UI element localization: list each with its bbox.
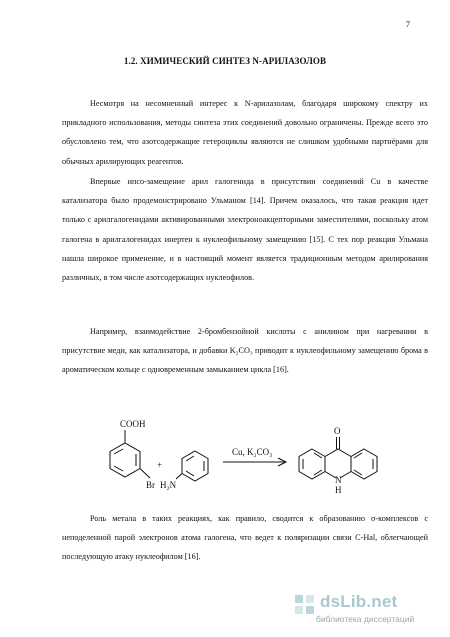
oxygen-label: O	[334, 426, 341, 436]
watermark-subtitle: библиотека диссертаций	[316, 614, 415, 624]
conditions-label: Cu, K₂CO₃	[232, 447, 273, 457]
br-label: Br	[146, 480, 155, 490]
section-title: 1.2. ХИМИЧЕСКИЙ СИНТЕЗ N-АРИЛАЗОЛОВ	[123, 56, 327, 66]
paragraph-intro	[62, 94, 428, 171]
acridone-central-ring-top	[325, 449, 351, 457]
acridone-central-ring-right	[340, 472, 351, 479]
amine-label: H₂N	[160, 480, 177, 490]
paragraph-text: Несмотря на несомненный интерес к N-арилазолам, благодаря широкому спектру их прикладного использования, методы синтеза этих соединений довольно ограничены. Прежде всего это обусловлено тем, что азотсодержащие гетероциклы являются не слишком удобными партнёрами для обычных арилирующих реагентов.	[62, 99, 428, 166]
nh2-bond	[176, 474, 182, 480]
nitrogen-label: N	[335, 475, 342, 485]
br-bond	[140, 469, 150, 479]
reaction-scheme	[80, 408, 380, 498]
paragraph-text: Впервые ипсо-замещение арил галогенида в присутствии соединений Cu в качестве катализатора было продемонстрировано Ульманом [14]. Причем оказалось, что такая реакция идет только с арилгалогенидами активированными электроноакцепторными заместителями, поскольку атом галогена в арилгалогенидах инертен к нуклеофильному замещению [15]. С тех пор реакция Ульмана нашла широкое применение, и в настоящий момент является традиционным методом арилирования различных, в том числе азотсодержащих нуклеофилов.	[62, 177, 428, 283]
dslib-logo-icon	[294, 594, 316, 616]
watermark	[294, 594, 434, 628]
paragraph-text: Роль метала в таких реакциях, как правило, сводится к образованию σ-комплексов с неподеленной парой электронов атома галогена, что ведет к поляризации связи C-Hal, облегчающей последующую атаку нуклеофилом [16].	[62, 514, 428, 562]
paragraph-mechanism	[62, 509, 428, 567]
page-number: 7	[405, 19, 410, 29]
paragraph-text: Например, взаимодействие 2-бромбензойной кислоты с анилином при нагревании в присутствие меди, как катализатора, и добавки K₂CO₃ приводит к нуклеофильному замещению брома в ароматическом кольце с одновременным замыканием цикла [16].	[62, 327, 428, 375]
plus-sign: +	[157, 460, 163, 470]
cooh-label: COOH	[120, 419, 146, 429]
hydrogen-label: H	[335, 485, 342, 495]
reaction-scheme-drawing	[80, 408, 380, 498]
paragraph-example	[62, 322, 428, 380]
paragraph-ullmann	[62, 172, 428, 287]
watermark-brand: dsLib.net	[320, 592, 398, 611]
